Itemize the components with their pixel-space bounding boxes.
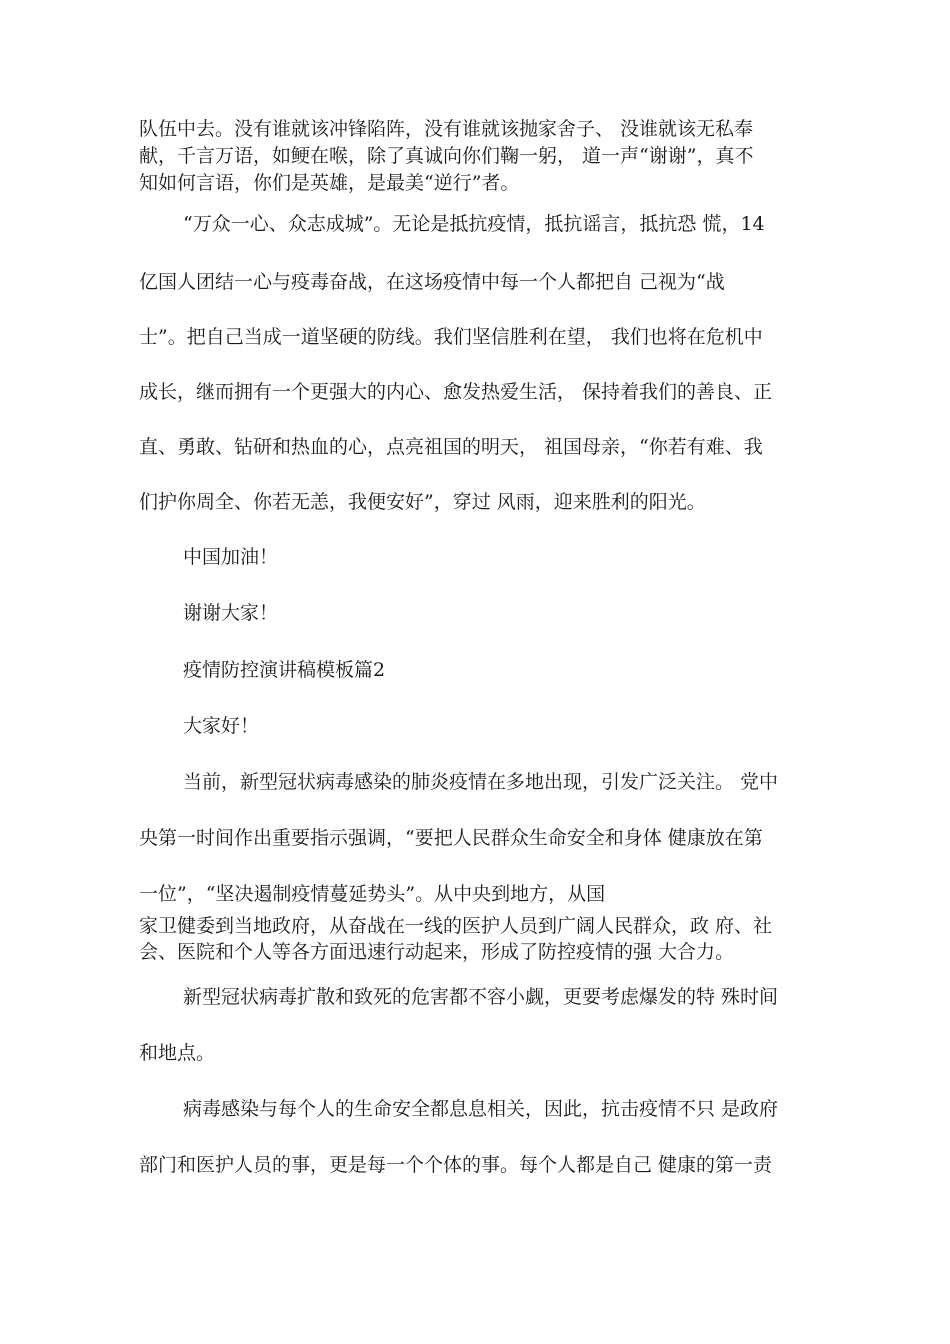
paragraph-line: 们护你周全、你若无恙，我便安好”，穿过 风雨，迎来胜利的阳光。 [139, 491, 706, 513]
paragraph-line: 献，千言万语，如鲠在喉，除了真诚向你们鞠一躬， 道一声“谢谢”，真不 [139, 145, 754, 167]
paragraph-line: 病毒感染与每个人的生命安全都息息相关，因此，抗击疫情不只 是政府 [183, 1098, 779, 1120]
paragraph-line: 亿国人团结一心与疫毒奋战，在这场疫情中每一个人都把自 己视为“战 [139, 271, 725, 293]
paragraph-line: 士”。把自己当成一道坚硬的防线。我们坚信胜利在望， 我们也将在危机中 [139, 326, 763, 348]
paragraph-line: 会、医院和个人等各方面迅速行动起来，形成了防控疫情的强 大合力。 [139, 941, 735, 963]
paragraph-line: 直、勇敢、钻研和热血的心，点亮祖国的明天， 祖国母亲，“你若有难、我 [139, 436, 763, 458]
paragraph-line: 成长，继而拥有一个更强大的内心、愈发热爱生活， 保持着我们的善良、正 [139, 381, 773, 403]
paragraph-line: 新型冠状病毒扩散和致死的危害都不容小觑，更要考虑爆发的特 殊时间 [183, 986, 779, 1008]
paragraph-line: 一位”，“坚决遏制疫情蔓延势头”。从中央到地方，从国 [139, 883, 606, 905]
paragraph-line: 央第一时间作出重要指示强调，“要把人民群众生命安全和身体 健康放在第 [139, 827, 763, 849]
section-heading: 疫情防控演讲稿模板篇2 [183, 659, 386, 681]
closing-line: 谢谢大家！ [183, 602, 279, 624]
paragraph-line: 部门和医护人员的事，更是每一个个体的事。每个人都是自己 健康的第一责 [139, 1154, 773, 1176]
paragraph-line: 和地点。 [139, 1042, 216, 1064]
paragraph-line: 队伍中去。没有谁就该冲锋陷阵，没有谁就该抛家舍子、 没谁就该无私奉 [139, 118, 754, 140]
closing-line: 中国加油！ [183, 546, 279, 568]
paragraph-line: 当前，新型冠状病毒感染的肺炎疫情在多地出现，引发广泛关注。 党中 [183, 771, 779, 793]
paragraph-line: “万众一心、众志成城”。无论是抵抗疫情，抵抗谣言，抵抗恐 慌，14 [183, 213, 765, 235]
greeting-line: 大家好！ [183, 715, 260, 737]
paragraph-line: 知如何言语，你们是英雄，是最美“逆行”者。 [139, 172, 520, 194]
paragraph-line: 家卫健委到当地政府，从奋战在一线的医护人员到广阔人民群众，政 府、社 [139, 915, 773, 937]
